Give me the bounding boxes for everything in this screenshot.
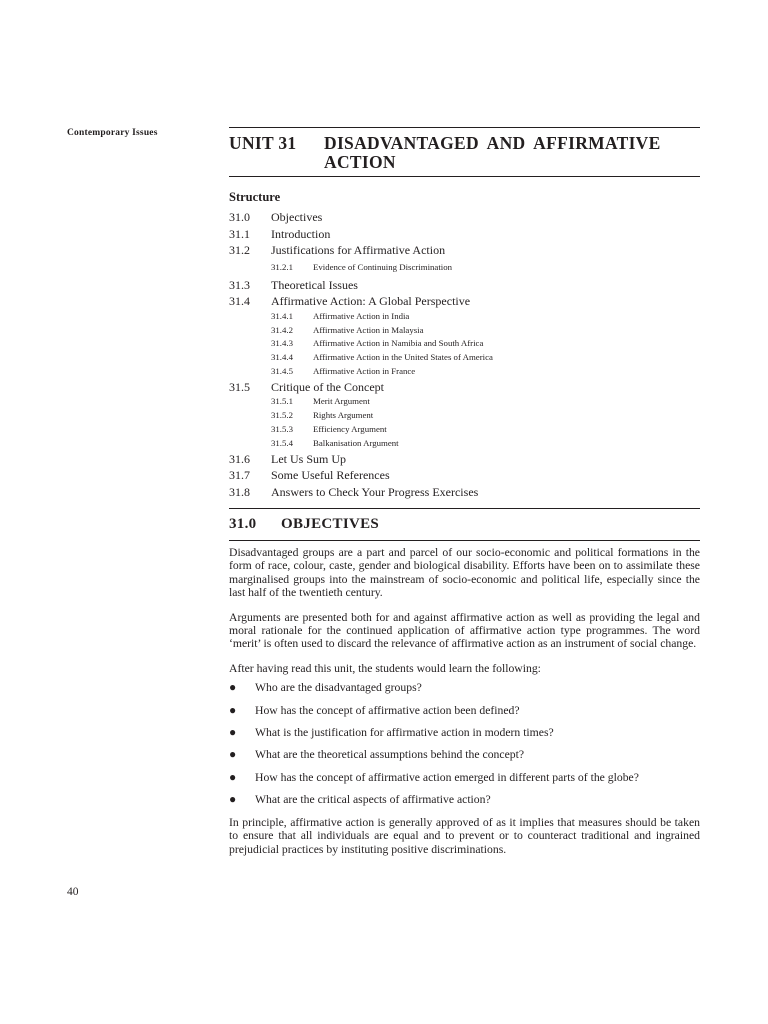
paragraph: In principle, affirmative action is generally approved of as it implies that measures should be taken to ensure that all individuals are equal and to prevent or to counteract traditional and ingrained prejudicial practices by instituting positive discriminations. (229, 815, 700, 856)
bullet-item (229, 726, 700, 739)
toc-item-label: Justifications for Affirmative Action (271, 243, 446, 258)
objectives-body (229, 546, 700, 867)
structure-heading: Structure (229, 190, 281, 204)
unit-number: UNIT 31 (229, 133, 297, 153)
toc-item (229, 379, 709, 396)
paragraph: After having read this unit, the students would learn the following: (229, 661, 541, 675)
bullet-icon: ● (229, 702, 237, 717)
bullet-item (229, 681, 700, 694)
bullet-icon: ● (229, 680, 237, 695)
toc-subitem-number: 31.5.4 (271, 437, 293, 448)
toc-item-number: 31.2 (229, 243, 250, 258)
toc-subitem (229, 423, 709, 437)
toc-item-label: Introduction (271, 226, 331, 241)
toc-subitem (229, 409, 709, 423)
running-head: Contemporary Issues (67, 128, 158, 138)
unit-title (229, 128, 700, 176)
toc-item-label: Affirmative Action: A Global Perspective (271, 294, 471, 309)
toc-item-number: 31.1 (229, 226, 250, 241)
page-number: 40 (67, 886, 79, 898)
toc-subitem-number: 31.4.2 (271, 324, 293, 335)
paragraph: Arguments are presented both for and against affirmative action as well as providing the legal and moral rationale for the continued application of affirmative action type programmes. The word ‘merit’ is often used to discard the relevance of affirmative action as an instrument of social change. (229, 610, 700, 651)
toc-item-number: 31.0 (229, 210, 250, 224)
toc-item (229, 209, 709, 226)
bullet-text: What are the critical aspects of affirmative action? (255, 793, 491, 807)
toc-subitem-label: Affirmative Action in Namibia and South Africa (313, 338, 484, 349)
objectives-title (229, 509, 700, 540)
bullet-icon: ● (229, 792, 237, 807)
toc-subitem (229, 261, 709, 275)
unit-bottom-rule (229, 176, 700, 177)
objectives-header (229, 508, 700, 541)
toc-subitem (229, 310, 709, 324)
toc-item-label: Objectives (271, 210, 323, 224)
toc-subitem-number: 31.5.2 (271, 410, 293, 421)
toc-subitem (229, 351, 709, 365)
toc-item-label: Some Useful References (271, 468, 390, 483)
bullet-icon: ● (229, 747, 237, 762)
toc-subitem-number: 31.4.1 (271, 310, 293, 321)
toc-subitem (229, 395, 709, 409)
toc-item-number: 31.3 (229, 277, 250, 292)
toc-item-number: 31.5 (229, 379, 250, 394)
toc-subitem-label: Evidence of Continuing Discrimination (313, 261, 453, 272)
objectives-bullet-list (229, 681, 700, 806)
unit-header (229, 127, 700, 177)
unit-title-text: DISADVANTAGED AND AFFIRMATIVE ACTION (324, 133, 661, 172)
toc-subitem-number: 31.4.4 (271, 352, 293, 363)
bullet-text: What is the justification for affirmative action in modern times? (255, 726, 554, 740)
toc-subitem-label: Rights Argument (313, 410, 374, 421)
toc-subitem-label: Efficiency Argument (313, 423, 387, 434)
toc-subitem-label: Affirmative Action in India (313, 310, 410, 321)
bullet-item (229, 793, 700, 806)
toc-subitem-label: Affirmative Action in the United States of America (313, 352, 493, 363)
structure-toc (229, 190, 709, 500)
objectives-title-text: OBJECTIVES (281, 516, 380, 532)
toc-subitem-label: Merit Argument (313, 396, 370, 407)
bullet-icon: ● (229, 769, 237, 784)
toc-item-label: Theoretical Issues (271, 277, 358, 292)
toc-subitem-label: Affirmative Action in France (313, 365, 416, 376)
toc-subitem-number: 31.5.1 (271, 396, 293, 407)
toc-item-number: 31.7 (229, 468, 250, 483)
toc-subitem-number: 31.2.1 (271, 261, 293, 272)
toc-subitem-number: 31.4.3 (271, 338, 293, 349)
toc-subitem (229, 437, 709, 451)
toc-item (229, 467, 709, 484)
objectives-bottom-rule (229, 540, 700, 541)
toc-item-label: Answers to Check Your Progress Exercises (271, 484, 479, 499)
toc-subitem-number: 31.5.3 (271, 423, 293, 434)
toc-subitem-label: Affirmative Action in Malaysia (313, 324, 424, 335)
toc-item-number: 31.4 (229, 294, 250, 309)
bullet-icon: ● (229, 725, 237, 740)
toc-item (229, 277, 709, 294)
toc-item (229, 293, 709, 310)
toc-item (229, 484, 709, 501)
toc-item-label: Critique of the Concept (271, 379, 384, 394)
bullet-text: How has the concept of affirmative action been defined? (255, 703, 520, 717)
objectives-number: 31.0 (229, 516, 257, 532)
bullet-text: How has the concept of affirmative action emerged in different parts of the globe? (255, 770, 639, 784)
toc-item-number: 31.8 (229, 484, 250, 499)
bullet-item (229, 748, 700, 761)
toc-subitem-number: 31.4.5 (271, 365, 293, 376)
bullet-item (229, 704, 700, 717)
paragraph: Disadvantaged groups are a part and parcel of our socio-economic and political formations in the form of race, colour, caste, gender and biological disability. Efforts have been on to assimilate these marginalised groups into the mainstream of socio-economic and political life, especially since the last half of the twentieth century. (229, 546, 700, 600)
toc-subitem-label: Balkanisation Argument (313, 437, 399, 448)
toc-item (229, 226, 709, 243)
bullet-item (229, 771, 700, 784)
toc-subitem (229, 324, 709, 338)
toc-subitem (229, 365, 709, 379)
toc-item (229, 242, 709, 259)
toc-subitem (229, 337, 709, 351)
toc-item-label: Let Us Sum Up (271, 451, 346, 466)
bullet-text: Who are the disadvantaged groups? (255, 681, 422, 695)
toc-item (229, 451, 709, 468)
toc-item-number: 31.6 (229, 451, 250, 466)
bullet-text: What are the theoretical assumptions behind the concept? (255, 748, 525, 762)
